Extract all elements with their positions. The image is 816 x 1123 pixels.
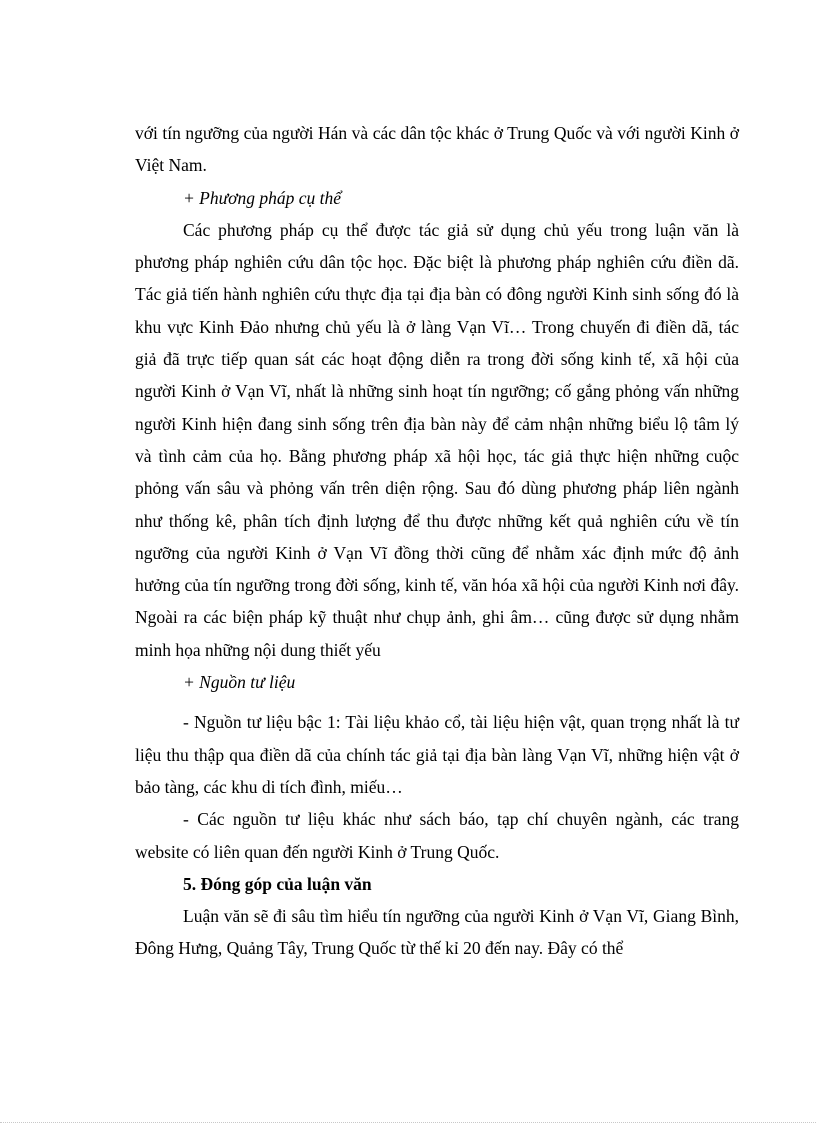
methods-paragraph: Các phương pháp cụ thể được tác giả sử dụng chủ yếu trong luận văn là phương pháp nghiên cứu dân tộc học. Đặc biệt là phương pháp nghiên cứu điền dã. Tác giả tiến hành nghiên cứu thực địa tại địa bàn có đông người Kinh sinh sống đó là khu vực Kinh Đảo nhưng chủ yếu là ở làng Vạn Vĩ… Trong chuyến đi điền dã, tác giả đã trực tiếp quan sát các hoạt động diễn ra trong đời sống kinh tế, xã hội của người Kinh ở Vạn Vĩ, nhất là những sinh hoạt tín ngưỡng; cố gắng phỏng vấn những người Kinh hiện đang sinh sống trên địa bàn này để cảm nhận những biểu lộ tâm lý và tình cảm của họ. Bằng phương pháp xã hội học, tác giả thực hiện những cuộc phỏng vấn sâu và phỏng vấn trên diện rộng. Sau đó dùng phương pháp liên ngành như thống kê, phân tích định lượng để thu được những kết quả nghiên cứu về tín ngưỡng của người Kinh ở Vạn Vĩ đồng thời cũng để nhằm xác định mức độ ảnh hưởng của tín ngưỡng trong đời sống, kinh tế, văn hóa xã hội của người Kinh nơi đây. Ngoài ra các biện pháp kỹ thuật như chụp ảnh, ghi âm… cũng được sử dụng nhằm minh họa những nội dung thiết yếu <box>135 219 739 660</box>
contribution-paragraph: Luận văn sẽ đi sâu tìm hiểu tín ngưỡng của người Kinh ở Vạn Vĩ, Giang Bình, Đông Hưng, Quảng Tây, Trung Quốc từ thế kỉ 20 đến nay. Đây có thể <box>135 906 739 959</box>
sources-item-primary: - Nguồn tư liệu bậc 1: Tài liệu khảo cổ, tài liệu hiện vật, quan trọng nhất là tư liệu thu thập qua điền dã của chính tác giả tại địa bàn làng Vạn Vĩ, những hiện vật ở bảo tàng, các khu di tích đình, miếu… <box>135 712 739 797</box>
continuation-paragraph: với tín ngưỡng của người Hán và các dân tộc khác ở Trung Quốc và với người Kinh ở Việt Nam. <box>135 123 739 176</box>
contribution-heading: 5. Đóng góp của luận văn <box>183 873 372 894</box>
methods-heading: + Phương pháp cụ thể <box>183 187 342 208</box>
sources-heading: + Nguồn tư liệu <box>183 672 296 693</box>
page-body <box>135 117 739 965</box>
sources-item-other: - Các nguồn tư liệu khác như sách báo, tạp chí chuyên ngành, các trang website có liên quan đến người Kinh ở Trung Quốc. <box>135 809 739 862</box>
